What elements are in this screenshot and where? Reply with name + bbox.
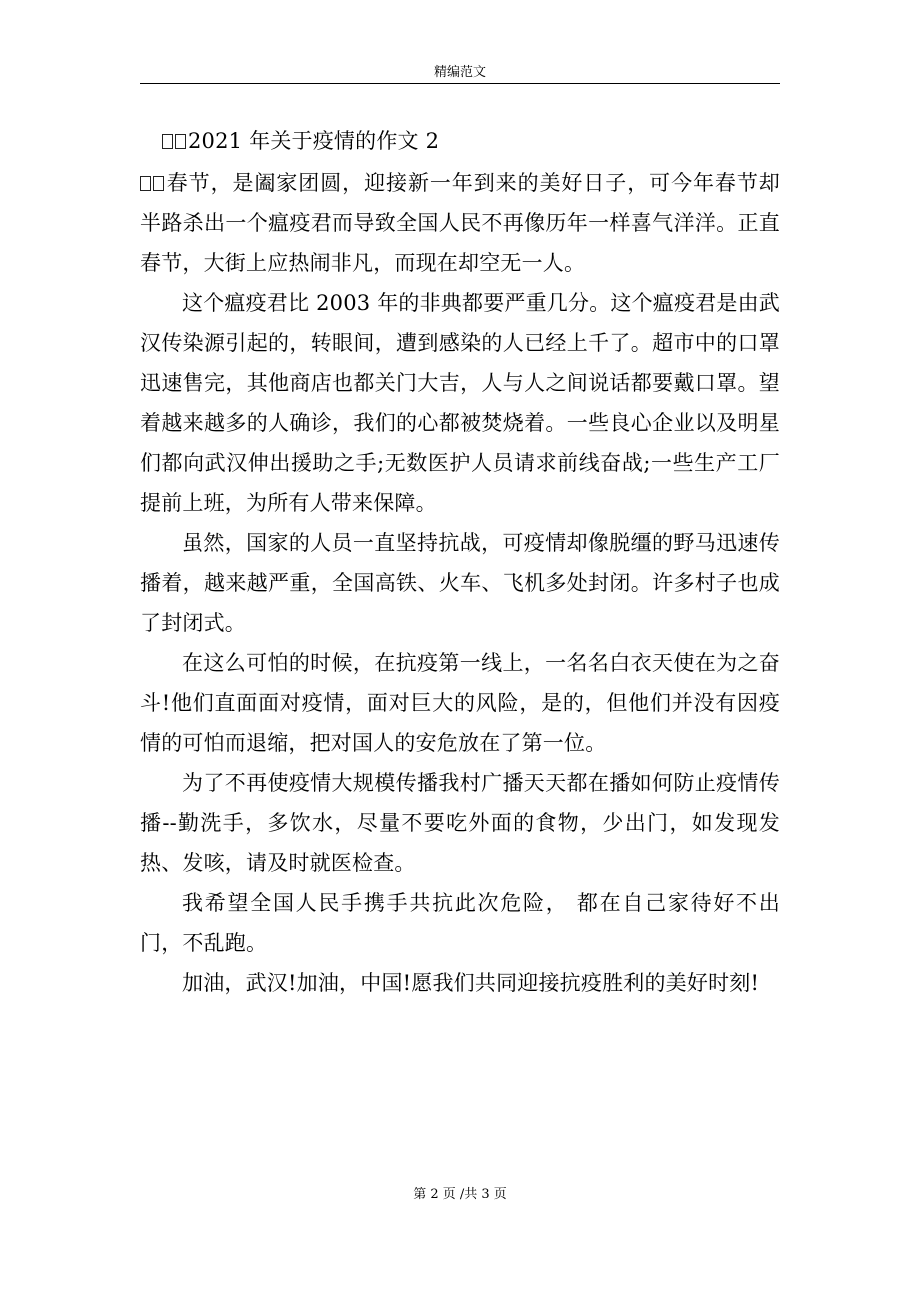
paragraph-6: 我希望全国人民手携手共抗此次危险， 都在自己家待好不出门，不乱跑。 [140, 891, 780, 955]
document-body [140, 121, 780, 1003]
heading-text: 2021 年关于疫情的作文 2 [188, 129, 440, 153]
missing-glyph-icon [153, 176, 164, 191]
header-divider [140, 83, 780, 84]
paragraph-4: 在这么可怕的时候，在抗疫第一线上，一名名白衣天使在为之奋斗!他们直面面对疫情，面对巨大的风险，是的，但他们并没有因疫情的可怕而退缩，把对国人的安危放在了第一位。 [140, 651, 780, 755]
paragraph-text: 春节，是阖家团圆，迎接新一年到来的美好日子，可今年春节却半路杀出一个瘟疫君而导致全国人民不再像历年一样喜气洋洋。正直春节，大街上应热闹非凡，而现在却空无一人。 [140, 171, 780, 275]
missing-glyph-icon [162, 134, 173, 149]
page-footer: 第 2 页 /共 3 页 [413, 1187, 507, 1202]
missing-glyph-icon [140, 176, 151, 191]
paragraph-1 [140, 163, 780, 283]
paragraph-3: 虽然，国家的人员一直坚持抗战，可疫情却像脱缰的野马迅速传播着，越来越严重，全国高铁、火车、飞机多处封闭。许多村子也成了封闭式。 [140, 531, 780, 635]
paragraph-5: 为了不再使疫情大规模传播我村广播天天都在播如何防止疫情传播--勤洗手，多饮水，尽量不要吃外面的食物，少出门，如发现发热、发咳，请及时就医检查。 [140, 771, 780, 875]
document-heading [140, 121, 780, 161]
paragraph-7: 加油，武汉!加油，中国!愿我们共同迎接抗疫胜利的美好时刻! [182, 971, 760, 995]
paragraph-2: 这个瘟疫君比 2003 年的非典都要严重几分。这个瘟疫君是由武汉传染源引起的，转眼间，遭到感染的人已经上千了。超市中的口罩迅速售完，其他商店也都关门大吉，人与人之间说话都要戴口罩。望着越来越多的人确诊，我们的心都被焚烧着。一些良心企业以及明星们都向武汉伸出援助之手;无数医护人员请求前线奋战;一些生产工厂提前上班，为所有人带来保障。 [140, 291, 780, 515]
missing-glyph-icon [175, 134, 186, 149]
page-header: 精编范文 [433, 65, 486, 80]
